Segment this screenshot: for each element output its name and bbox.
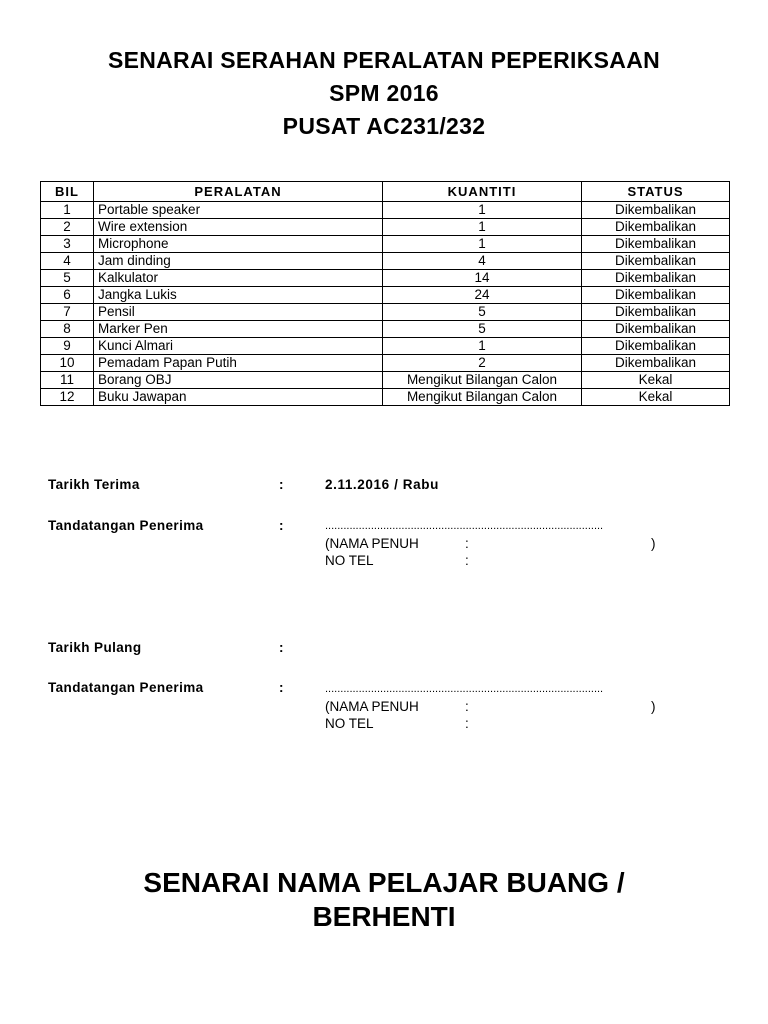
cell-status: Dikembalikan (582, 355, 730, 372)
signature-line: ........................................................................................... (325, 683, 604, 695)
title-line-2: SPM 2016 (329, 80, 439, 106)
no-tel-label: NO TEL (325, 553, 374, 568)
nama-close-paren: ) (651, 699, 656, 714)
cell-peralatan: Pensil (94, 304, 383, 321)
cell-kuantiti: 24 (383, 287, 582, 304)
no-tel-label: NO TEL (325, 716, 374, 731)
bottom-title (0, 866, 768, 934)
table-row (41, 304, 730, 321)
colon: : (465, 536, 469, 551)
colon: : (279, 477, 284, 492)
cell-peralatan: Portable speaker (94, 202, 383, 219)
cell-kuantiti: 2 (383, 355, 582, 372)
cell-kuantiti: 4 (383, 253, 582, 270)
tandatangan-penerima-label-2: Tandatangan Penerima (48, 680, 204, 695)
cell-kuantiti: 5 (383, 321, 582, 338)
header-bil: BIL (41, 182, 94, 202)
cell-bil: 8 (41, 321, 94, 338)
signature-block-2 (325, 681, 665, 732)
cell-kuantiti: 14 (383, 270, 582, 287)
cell-status: Dikembalikan (582, 219, 730, 236)
cell-peralatan: Wire extension (94, 219, 383, 236)
bottom-title-line-2: BERHENTI (312, 901, 456, 932)
signature-line: ........................................................................................... (325, 520, 604, 532)
signature-block-1 (325, 518, 665, 569)
table-row (41, 270, 730, 287)
table-row (41, 202, 730, 219)
cell-status: Dikembalikan (582, 287, 730, 304)
cell-bil: 9 (41, 338, 94, 355)
cell-bil: 6 (41, 287, 94, 304)
cell-peralatan: Kunci Almari (94, 338, 383, 355)
tarikh-pulang-label: Tarikh Pulang (48, 640, 142, 655)
colon: : (279, 680, 284, 695)
equipment-table (40, 181, 730, 406)
cell-status: Dikembalikan (582, 202, 730, 219)
table-row (41, 355, 730, 372)
header-kuantiti: KUANTITI (383, 182, 582, 202)
table-header-row (41, 182, 730, 202)
table-row (41, 253, 730, 270)
cell-peralatan: Jangka Lukis (94, 287, 383, 304)
cell-bil: 4 (41, 253, 94, 270)
cell-status: Dikembalikan (582, 253, 730, 270)
cell-status: Dikembalikan (582, 321, 730, 338)
cell-status: Dikembalikan (582, 236, 730, 253)
table-row (41, 219, 730, 236)
colon: : (279, 640, 284, 655)
cell-status: Dikembalikan (582, 338, 730, 355)
cell-peralatan: Marker Pen (94, 321, 383, 338)
table-row (41, 236, 730, 253)
cell-peralatan: Buku Jawapan (94, 389, 383, 406)
nama-penuh-label: (NAMA PENUH (325, 536, 419, 551)
tarikh-terima-label: Tarikh Terima (48, 477, 140, 492)
tandatangan-penerima-label: Tandatangan Penerima (48, 518, 204, 533)
cell-peralatan: Microphone (94, 236, 383, 253)
cell-peralatan: Pemadam Papan Putih (94, 355, 383, 372)
cell-peralatan: Borang OBJ (94, 372, 383, 389)
cell-kuantiti: 5 (383, 304, 582, 321)
cell-kuantiti: 1 (383, 202, 582, 219)
table-row (41, 321, 730, 338)
table-row (41, 338, 730, 355)
nama-close-paren: ) (651, 536, 656, 551)
nama-penuh-label: (NAMA PENUH (325, 699, 419, 714)
cell-status: Kekal (582, 389, 730, 406)
cell-status: Dikembalikan (582, 270, 730, 287)
colon: : (465, 716, 469, 731)
cell-bil: 11 (41, 372, 94, 389)
cell-kuantiti: Mengikut Bilangan Calon (383, 389, 582, 406)
cell-bil: 12 (41, 389, 94, 406)
cell-kuantiti: 1 (383, 338, 582, 355)
title-line-3: PUSAT AC231/232 (282, 113, 486, 139)
table-row (41, 287, 730, 304)
table-row (41, 389, 730, 406)
table-row (41, 372, 730, 389)
cell-peralatan: Jam dinding (94, 253, 383, 270)
bottom-title-line-1: SENARAI NAMA PELAJAR BUANG / (143, 867, 625, 898)
cell-bil: 1 (41, 202, 94, 219)
cell-status: Dikembalikan (582, 304, 730, 321)
colon: : (279, 518, 284, 533)
header-peralatan: PERALATAN (94, 182, 383, 202)
document-title (0, 44, 768, 143)
cell-status: Kekal (582, 372, 730, 389)
cell-peralatan: Kalkulator (94, 270, 383, 287)
cell-kuantiti: Mengikut Bilangan Calon (383, 372, 582, 389)
tarikh-terima-value: 2.11.2016 / Rabu (325, 477, 439, 492)
colon: : (465, 553, 469, 568)
cell-kuantiti: 1 (383, 236, 582, 253)
cell-bil: 2 (41, 219, 94, 236)
header-status: STATUS (582, 182, 730, 202)
colon: : (465, 699, 469, 714)
cell-bil: 3 (41, 236, 94, 253)
cell-bil: 5 (41, 270, 94, 287)
cell-bil: 10 (41, 355, 94, 372)
cell-kuantiti: 1 (383, 219, 582, 236)
cell-bil: 7 (41, 304, 94, 321)
title-line-1: SENARAI SERAHAN PERALATAN PEPERIKSAAN (107, 47, 661, 73)
